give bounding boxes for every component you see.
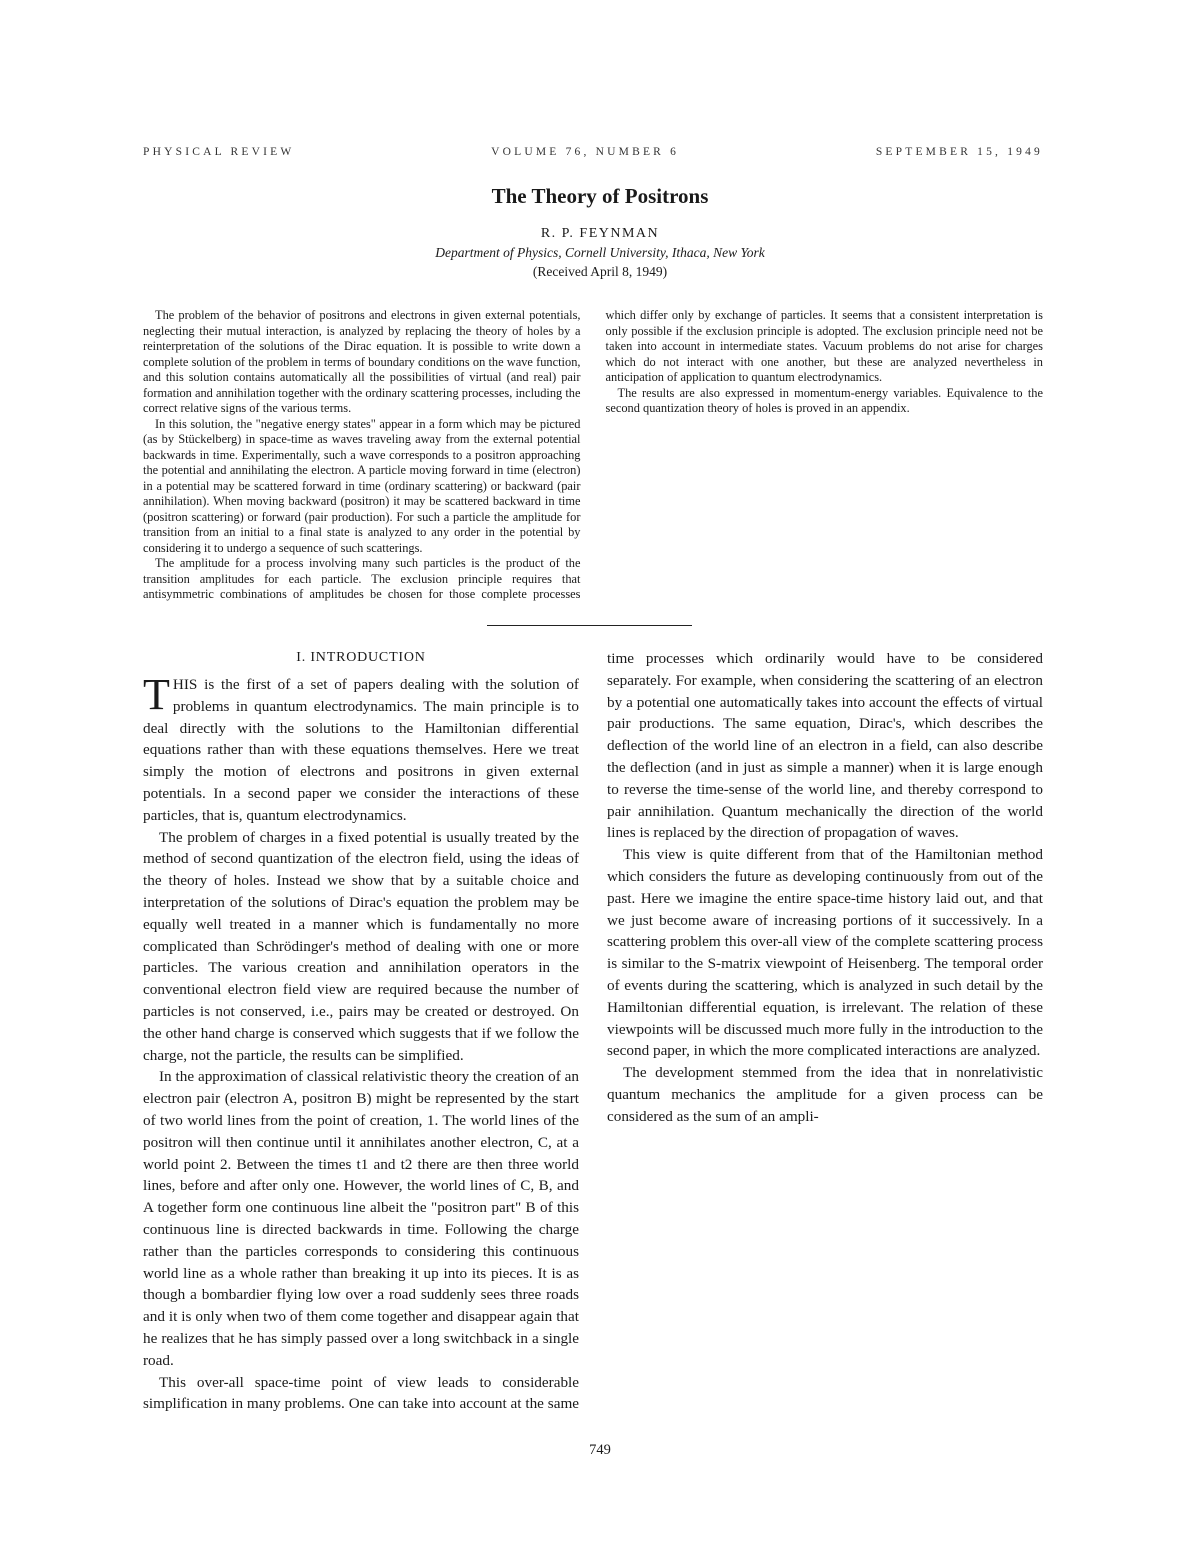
page-number: 749: [589, 1442, 611, 1458]
abstract-paragraph: The amplitude for a process involving many such particles is the product of the transition amplitudes for each particle. The exclusion principle requires that antisymmetric combinations of amplitudes be chosen for those complete processes which differ only by exchange of particles. It seems that a consistent interpretation is only possible if the exclusion principle is adopted. The exclusion principle need not be taken into account in intermediate states. Vacuum problems do not arise for charges which do not interact with one another, but these are analyzed nevertheless in anticipation of application to quantum electrodynamics.: [143, 308, 1043, 601]
body-paragraph: The development stemmed from the idea that in nonrelativistic quantum mechanics the amplitude for a given process can be considered as the sum of an ampli-: [607, 1064, 1043, 1125]
body-paragraph: In the approximation of classical relativistic theory the creation of an electron pair (electron A, positron B) might be represented by the start of two world lines from the point of creation, 1. The world lines of the positron will then continue until it annihilates another electron, C, at a world point 2. Between the times t1 and t2 there are then three world lines, before and after only one. However, the world lines of C, B, and A together form one continuous line albeit the "positron part" B of this continuous line is directed backwards in time. Following the charge rather than the particles corresponds to considering this continuous world line as a whole rather than breaking it up into its pieces. It is as though a bombardier flying low over a road suddenly sees three roads and it is only when two of them come together and disappear again that he realizes that he has simply passed over a long switchback in a single road.: [143, 1068, 579, 1369]
section-heading: I. INTRODUCTION: [296, 650, 426, 665]
body-paragraph: [143, 670, 579, 827]
body-paragraph: The problem of charges in a fixed potential is usually treated by the method of second quantization of the electron field, using the ideas of the theory of holes. Instead we show that by a suitable choice and interpretation of the solutions of Dirac's equation the problem may be equally well treated in a manner which is fundamentally no more complicated than Schrödinger's method of dealing with one or more particles. The various creation and annihilation operators in the conventional electron field view are required because the number of particles is not conserved, i.e., pairs may be created or destroyed. On the other hand charge is conserved which suggests that if we follow the charge, not the particle, the results can be simplified.: [143, 828, 579, 1064]
section-divider: [487, 625, 692, 626]
journal-name: PHYSICAL REVIEW: [143, 146, 295, 158]
body-text: [143, 648, 1043, 1433]
drop-cap: T: [143, 670, 170, 719]
abstract-paragraph: The results are also expressed in momentum-energy variables. Equivalence to the second quantization theory of holes is proved in an appendix.: [605, 385, 1043, 415]
author-name: R. P. FEYNMAN: [540, 226, 660, 241]
issue-date: SEPTEMBER 15, 1949: [875, 146, 1043, 158]
volume-number: VOLUME 76, NUMBER 6: [491, 146, 680, 158]
body-paragraph: This over-all space-time point of view leads to considerable simplification in many problems. One can take into account at the same time processes which ordinarily would have to be considered separately. For example, when considering the scattering of an electron by a potential one automatically takes into account the effects of virtual pair productions. The same equation, Dirac's, which describes the deflection of the world line of an electron in a field, can also describe the deflection (and in just as simple a manner) when it is large enough to reverse the time-sense of the world line, and thereby correspond to pair annihilation. Quantum mechanically the direction of the world lines is replaced by the direction of propagation of waves.: [143, 650, 1043, 1413]
abstract-paragraph: In this solution, the "negative energy states" appear in a form which may be pictured (as by Stückelberg) in space-time as waves traveling away from the external potential backwards in time. Experimentally, such a wave corresponds to a positron approaching the potential and annihilating the electron. A particle moving forward in time (electron) in a potential may be scattered forward in time (ordinary scattering) or backward (pair annihilation). When moving backward (positron) it may be scattered backward in time (positron scattering) or forward (pair production). For such a particle the amplitude for transition from an initial to a final state is analyzed to any order in the potential by considering it to undergo a sequence of such scatterings.: [143, 416, 581, 555]
body-paragraph: This view is quite different from that of the Hamiltonian method which considers the future as developing continuously from out of the past. Here we imagine the entire space-time history laid out, and that we just become aware of increasing portions of it successively. In a scattering problem this over-all view of the complete scattering process is similar to the S-matrix viewpoint of Heisenberg. The temporal order of events during the scattering, which is analyzed in such detail by the Hamiltonian differential equation, is irrelevant. The relation of these viewpoints will be discussed much more fully in the introduction to the second paper, in which the more complicated interactions are analyzed.: [607, 846, 1043, 1060]
author-affiliation: Department of Physics, Cornell University, Ithaca, New York: [435, 245, 765, 260]
abstract-paragraph: The problem of the behavior of positrons and electrons in given external potentials, neglecting their mutual interaction, is analyzed by replacing the theory of holes by a reinterpretation of the solutions of the Dirac equation. It is possible to write down a complete solution of the problem in terms of boundary conditions on the wave function, and this solution contains automatically all the possibilities of virtual (and real) pair formation and annihilation together with the ordinary scattering processes, including the correct relative signs of the various terms.: [143, 308, 581, 415]
first-paragraph-text: HIS is the first of a set of papers dealing with the solution of problems in quantum electrodynamics. The main principle is to deal directly with the solutions to the Hamiltonian differential equations rather than with these equations themselves. Here we treat simply the motion of electrons and positrons in given external potentials. In a second paper we consider the interactions of these particles, that is, quantum electrodynamics.: [143, 676, 579, 824]
paper-title: The Theory of Positrons: [491, 184, 709, 208]
received-date: (Received April 8, 1949): [532, 264, 668, 279]
running-head: [143, 146, 1043, 158]
abstract: [143, 308, 1043, 606]
